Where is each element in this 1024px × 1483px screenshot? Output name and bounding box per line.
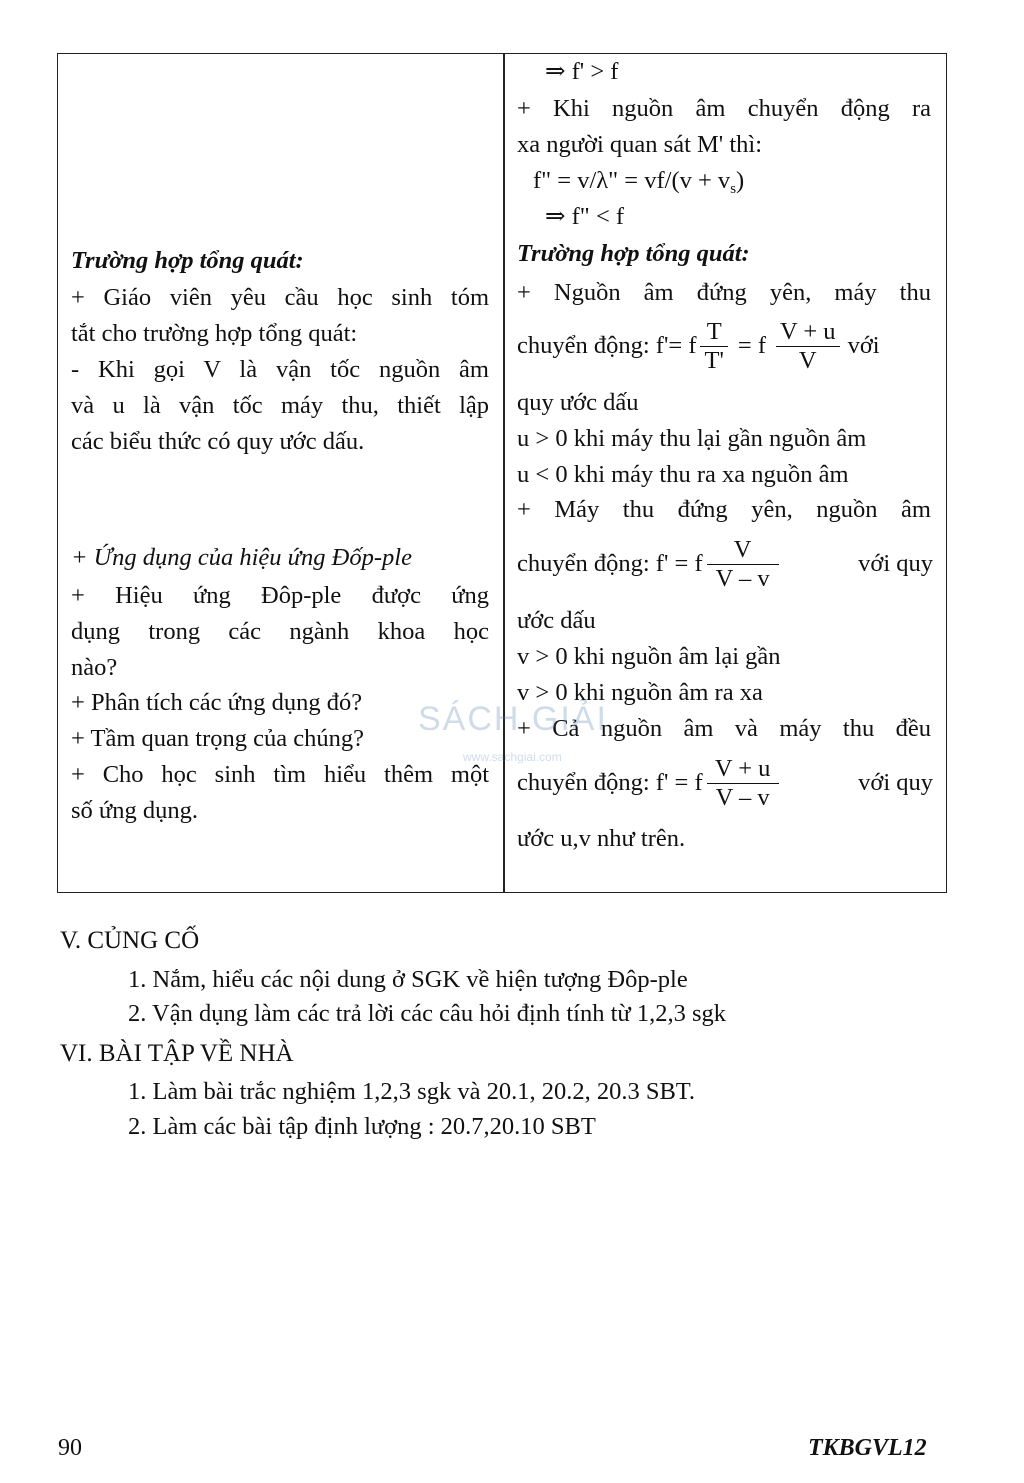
right-line: ước dấu [517,607,596,634]
left-case-heading: Trường hợp tổng quát: [71,247,304,274]
page-number: 90 [58,1435,82,1461]
left-application-line: dụng trong các ngành khoa học [71,618,489,645]
right-line: ⇒ f" < f [545,203,625,230]
right-line: quy ước dấu [517,389,639,416]
formula-prefix: chuyển động: f'= f [517,332,697,359]
section-title-homework: VI. BÀI TẬP VỀ NHÀ [60,1040,294,1067]
formula-prefix: chuyển động: f' = f [517,550,703,577]
left-case-line: + Giáo viên yêu cầu học sinh tóm [71,284,489,311]
fraction-t [700,318,727,375]
right-formula-both [517,751,933,815]
fraction-denominator: V [798,346,817,374]
homework-item: 2. Làm các bài tập định lượng : 20.7,20.10 SBT [128,1113,596,1140]
left-application-line: số ứng dụng. [71,797,198,824]
section-title-consolidation: V. CỦNG CỐ [60,927,200,954]
left-application-line: + Hiệu ứng Đôp-ple được ứng [71,582,489,609]
left-application-line: nào? [71,654,118,681]
right-line: + Khi nguồn âm chuyển động ra [517,95,931,122]
watermark-text: SÁCH GIẢI [418,700,608,738]
consolidation-item: 1. Nắm, hiểu các nội dung ở SGK về hiện tượng Đôp-ple [128,966,688,993]
left-application-line: + Tầm quan trọng của chúng? [71,725,364,752]
fraction-vu-vv [707,755,779,812]
fraction-v [707,536,779,593]
right-line: ⇒ f' > f [545,58,619,85]
fraction-denominator: V – v [715,783,770,811]
fraction-numerator: V [707,536,779,565]
left-case-line: các biểu thức có quy ước dấu. [71,428,365,455]
formula-prefix: chuyển động: f' = f [517,769,703,796]
fraction-denominator: T' [704,346,724,374]
formula-suffix: với quy [858,550,933,577]
right-line: xa người quan sát M' thì: [517,131,762,158]
formula-suffix: với [847,332,880,359]
left-case-line: và u là vận tốc máy thu, thiết lập [71,392,489,419]
fraction-numerator: V + u [707,755,779,784]
left-case-line: tắt cho trường hợp tổng quát: [71,320,358,347]
right-line: + Máy thu đứng yên, nguồn âm [517,496,931,523]
right-formula-line [533,166,744,204]
right-line: u > 0 khi máy thu lại gần nguồn âm [517,425,867,452]
left-application-line: + Phân tích các ứng dụng đó? [71,689,363,716]
left-application-heading: + Ứng dụng của hiệu ứng Đốp-ple [71,544,412,571]
fraction-numerator: T [700,318,727,347]
right-line: + Nguồn âm đứng yên, máy thu [517,279,931,306]
fraction-numerator: V + u [776,318,840,347]
book-code: TKBGVL12 [808,1435,927,1461]
formula-close: ) [736,167,745,194]
right-line: ước u,v như trên. [517,825,686,852]
right-formula-observer [517,314,933,378]
right-formula-source [517,532,933,596]
homework-item: 1. Làm bài trắc nghiệm 1,2,3 sgk và 20.1, 20.2, 20.3 SBT. [128,1078,696,1105]
fraction-denominator: V – v [715,564,770,592]
formula-subscript: s [730,181,737,197]
column-divider [503,54,505,892]
right-line: v > 0 khi nguồn âm lại gần [517,643,781,670]
right-line: + Cả nguồn âm và máy thu đều [517,715,931,742]
consolidation-item: 2. Vận dụng làm các trả lời các câu hỏi định tính từ 1,2,3 sgk [128,1000,726,1027]
right-line: u < 0 khi máy thu ra xa nguồn âm [517,461,849,488]
left-case-line: - Khi gọi V là vận tốc nguồn âm [71,356,489,383]
formula-middle: = f [737,332,766,359]
fraction-vu [776,318,840,375]
formula-suffix: với quy [858,769,933,796]
watermark-url: www.sachgiai.com [463,750,562,764]
right-case-heading: Trường hợp tổng quát: [517,240,750,267]
right-line: v > 0 khi nguồn âm ra xa [517,679,763,706]
formula-text: f" = v/λ" = vf/(v + v [533,167,731,194]
left-application-line: + Cho học sinh tìm hiểu thêm một [71,761,489,788]
